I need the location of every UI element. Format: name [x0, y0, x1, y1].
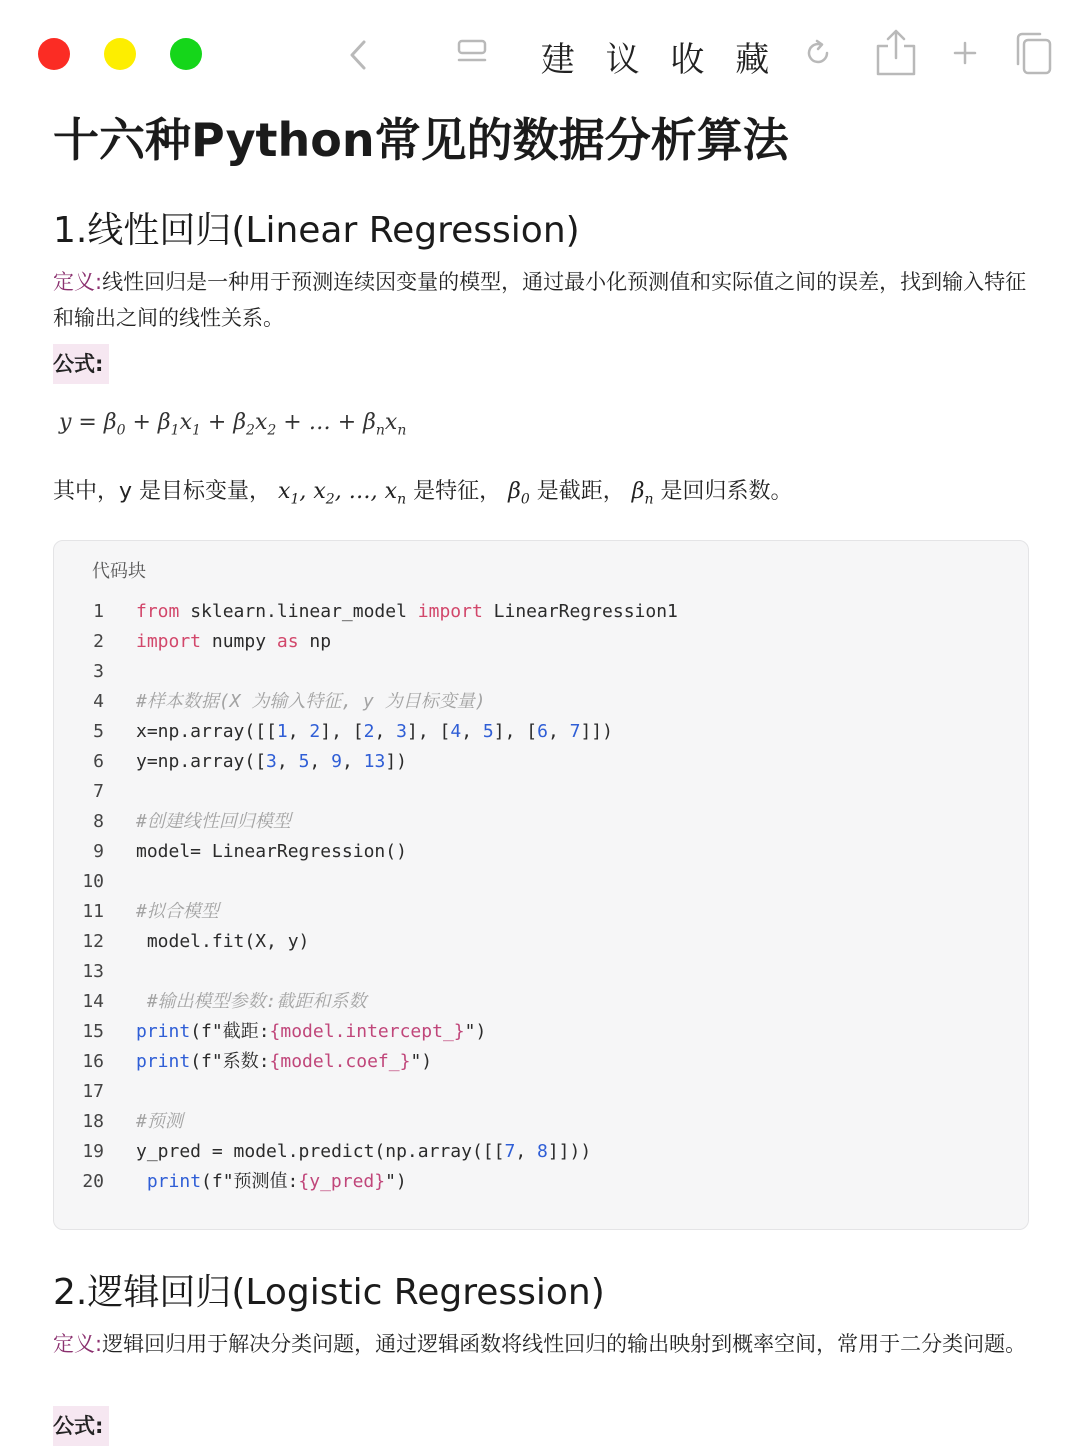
- definition-label: 定义:: [53, 270, 103, 294]
- definition-paragraph: [53, 264, 1028, 336]
- code-line: 8 #创建线性回归模型: [93, 811, 291, 832]
- explanation-coef: 是回归系数。: [660, 479, 793, 504]
- code-line: 13: [82, 961, 104, 982]
- linear-regression-formula: $y = \beta_0 + \beta_1x_1 + \beta_2x_2$ + … + $\beta_nx_n$: [59, 410, 407, 439]
- browser-toolbar: [0, 0, 1080, 108]
- tabs-icon[interactable]: [1008, 30, 1054, 80]
- section-heading-logistic-regression: 2.逻辑回归(Logistic Regression): [53, 1272, 605, 1313]
- code-block-label: 代码块: [92, 561, 146, 582]
- code-line: 16 print(f"系数:{model.coef_}"): [82, 1051, 433, 1072]
- close-window-button[interactable]: [38, 38, 70, 70]
- explanation-features: 是特征，: [413, 479, 502, 504]
- definition-text: 线性回归是一种用于预测连续因变量的模型，通过最小化预测值和实际值之间的误差，找到输入特征和输出之间的线性关系。: [53, 270, 1027, 330]
- definition-label: 定义:: [53, 1332, 103, 1356]
- explanation-prefix: 其中，y 是目标变量，: [53, 479, 272, 504]
- code-line: 6 y=np.array([3, 5, 9, 13]): [93, 751, 408, 772]
- code-block[interactable]: [53, 540, 1029, 1230]
- definition-paragraph: [53, 1326, 1028, 1362]
- formula-label: 公式:: [53, 344, 109, 384]
- code-line: 3: [93, 661, 104, 682]
- code-line: 10: [82, 871, 104, 892]
- code-line: 15 print(f"截距:{model.intercept_}"): [82, 1021, 487, 1042]
- definition-text: 逻辑回归用于解决分类问题，通过逻辑函数将线性回归的输出映射到概率空间，常用于二分类问题。: [102, 1332, 1027, 1356]
- code-line: 1 from sklearn.linear_model import LinearRegression1: [93, 601, 678, 622]
- refresh-icon[interactable]: [803, 38, 833, 72]
- code-line: 20 print(f"预测值:{y_pred}"): [82, 1171, 407, 1192]
- article-title: 十六种Python常见的数据分析算法: [53, 113, 789, 167]
- page-title: 建 议 收 藏: [540, 40, 780, 80]
- code-line: 12 model.fit(X, y): [82, 931, 310, 952]
- code-line: 11 #拟合模型: [82, 901, 219, 922]
- chevron-left-icon[interactable]: [345, 38, 371, 76]
- code-lines: [54, 597, 1028, 1197]
- share-icon[interactable]: [872, 28, 920, 82]
- code-line: 19 y_pred = model.predict(np.array([[7, 8]])): [82, 1141, 592, 1162]
- code-line: 2 import numpy as np: [93, 631, 332, 652]
- code-line: 9 model= LinearRegression(): [93, 841, 407, 862]
- maximize-window-button[interactable]: [170, 38, 202, 70]
- code-line: 5 x=np.array([[1, 2], [2, 3], [4, 5], [6, 7]]): [93, 721, 613, 742]
- reader-icon[interactable]: [455, 38, 489, 70]
- code-line: 18 #预测: [82, 1111, 183, 1132]
- section-heading-linear-regression: 1.线性回归(Linear Regression): [53, 210, 580, 251]
- minimize-window-button[interactable]: [104, 38, 136, 70]
- coefficient-symbol: $\beta_n$: [631, 479, 654, 508]
- feature-symbols: $x_1$, $x_2$, …, $x_n$: [278, 479, 407, 508]
- code-line: 14 #输出模型参数:截距和系数: [82, 991, 367, 1012]
- explanation-intercept: 是截距，: [536, 479, 625, 504]
- code-line: 4 #样本数据(X 为输入特征, y 为目标变量): [93, 691, 486, 712]
- plus-icon[interactable]: [952, 40, 978, 70]
- formula-label: 公式:: [53, 1406, 109, 1446]
- code-line: 7: [93, 781, 104, 802]
- formula-explanation: [53, 474, 793, 507]
- code-line: 17: [82, 1081, 104, 1102]
- intercept-symbol: $\beta_0$: [508, 479, 530, 508]
